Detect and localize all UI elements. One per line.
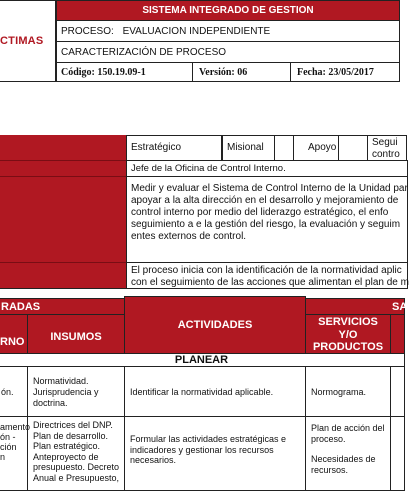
version-cell: Versión: 06 [192, 62, 291, 82]
logo-cell [0, 0, 56, 82]
alcance-line: con el seguimiento de las acciones que alimentan el plan de m [131, 277, 409, 288]
fecha-cell: Fecha: 23/05/2017 [290, 62, 400, 82]
apoyo-cell: Apoyo [293, 135, 339, 161]
proceso-value: EVALUACION INDEPENDIENTE [122, 26, 271, 37]
row1-producto: Normograma. [305, 366, 391, 417]
objetivo-line: seguimiento a e la gestión del riesgo, la evaluación y seguim [131, 219, 401, 230]
misional-checkbox [274, 135, 294, 161]
proceso-label: PROCESO: [61, 26, 114, 37]
objetivo-line: Medir y evaluar el Sistema de Control Interno de la Unidad par [131, 183, 408, 194]
row2-entrada: amento ón - ción n [0, 416, 28, 491]
codigo-cell: Código: 150.19.09-1 [56, 62, 193, 82]
divider [0, 262, 126, 263]
objetivo-line: apoyar a la alta dirección en el desarrollo y mejoramiento de [131, 195, 399, 206]
misional-cell: Misional [222, 135, 275, 161]
phase-planear: PLANEAR [0, 353, 405, 367]
row2-insumos: Directrices del DNP. Plan de desarrollo. Plan estratégico. Anteproyecto de presupuesto. Decreto Anual e Presupuesto, [27, 416, 125, 491]
alcance-line: El proceso inicia con la identificación de la normatividad aplic [131, 265, 402, 276]
objetivo-line: control interno por medio del liderazgo estratégico, el enfo [131, 207, 389, 218]
col-servicios-header: SERVICIOS Y/O PRODUCTOS [305, 314, 391, 354]
lider-cell: Jefe de la Oficina de Control Interno. [126, 160, 408, 177]
row1-next [390, 366, 405, 417]
col-externo-header: RNO [0, 314, 28, 354]
row2-producto: Plan de acción del proceso. Necesidades de recursos. [305, 416, 391, 491]
alcance-cell [126, 262, 408, 289]
logo-text: CTIMAS [0, 35, 44, 47]
objetivo-line: entes externos de control. [131, 231, 247, 242]
seguimiento-cell: Segui contro [367, 135, 407, 161]
row1-entrada: ón. [0, 366, 28, 417]
system-title: SISTEMA INTEGRADO DE GESTION [56, 0, 400, 21]
objetivo-cell [126, 176, 408, 263]
row2-actividad: Formular las actividades estratégicas e indicadores y gestionar los recursos necesarios. [124, 416, 306, 491]
apoyo-checkbox [338, 135, 368, 161]
row1-actividad: Identificar la normatividad aplicable. [124, 366, 306, 417]
proceso-row [56, 20, 400, 42]
salidas-header: SA [305, 298, 405, 315]
divider [0, 160, 126, 161]
divider [0, 176, 126, 177]
col-actividades-header: ACTIVIDADES [124, 296, 306, 354]
col-insumos-header: INSUMOS [27, 314, 125, 354]
caracterizacion-row [56, 41, 400, 63]
row-labels-column [0, 135, 126, 289]
entradas-header: RADAS [0, 298, 306, 315]
row2-next [390, 416, 405, 491]
row1-insumos: Normatividad. Jurisprudencia y doctrina. [27, 366, 125, 417]
estrategico-cell: Estratégico [126, 135, 222, 161]
col-next-header [390, 314, 405, 354]
caracterizacion-title: CARACTERIZACIÓN DE PROCESO [61, 47, 227, 58]
